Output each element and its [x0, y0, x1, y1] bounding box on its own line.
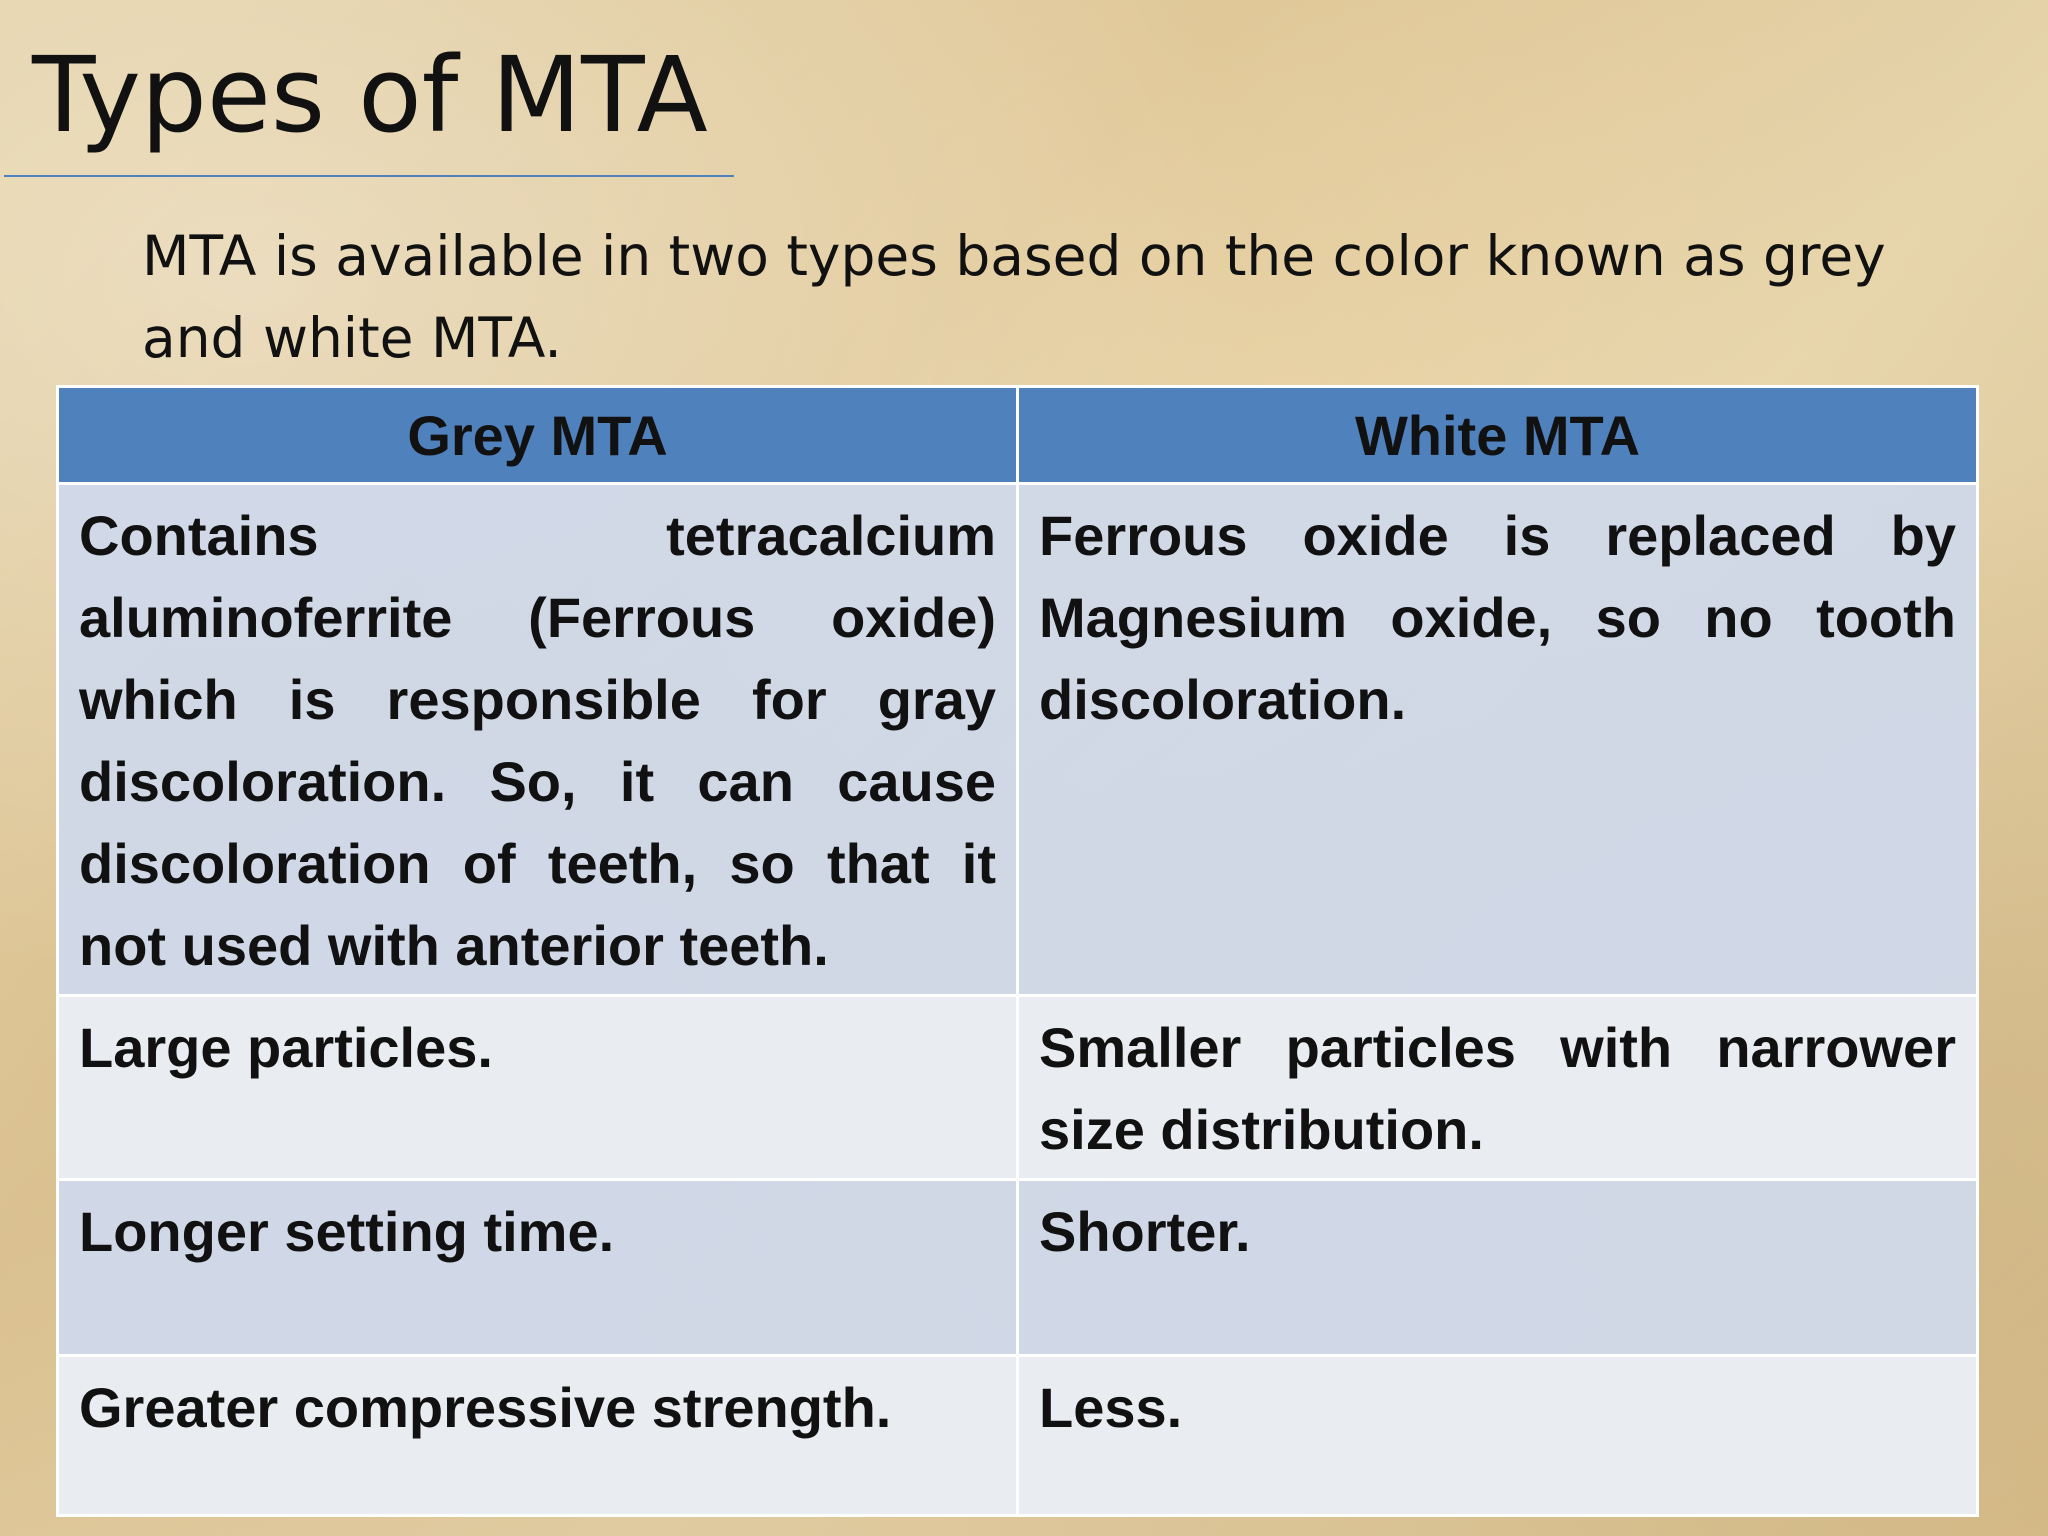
white-particles-cell: Smaller particles with narrower size distribution.: [1018, 996, 1978, 1180]
header-grey-mta: Grey MTA: [58, 387, 1018, 484]
white-strength-cell: Less.: [1018, 1356, 1978, 1516]
header-white-mta: White MTA: [1018, 387, 1978, 484]
grey-composition-cell: Contains tetracalcium aluminoferrite (Ferrous oxide) which is responsible for gray discoloration. So, it can cause discoloration of teeth, so that it not used with anterior teeth.: [58, 484, 1018, 996]
comparison-table: [56, 385, 1979, 1517]
table-header-row: [58, 387, 1978, 484]
intro-text: MTA is available in two types based on the color known as grey and white MTA.: [142, 224, 1886, 370]
slide-title: Types of MTA: [32, 34, 708, 156]
white-composition-cell: Ferrous oxide is replaced by Magnesium oxide, so no tooth discoloration.: [1018, 484, 1978, 996]
table-row: [58, 996, 1978, 1180]
grey-particles-cell: Large particles.: [58, 996, 1018, 1180]
grey-strength-cell: Greater compressive strength.: [58, 1356, 1018, 1516]
grey-setting-time-cell: Longer setting time.: [58, 1180, 1018, 1356]
table-row: [58, 1356, 1978, 1516]
title-underline: [4, 175, 734, 177]
white-setting-time-cell: Shorter.: [1018, 1180, 1978, 1356]
table-row: [58, 1180, 1978, 1356]
table-row: [58, 484, 1978, 996]
